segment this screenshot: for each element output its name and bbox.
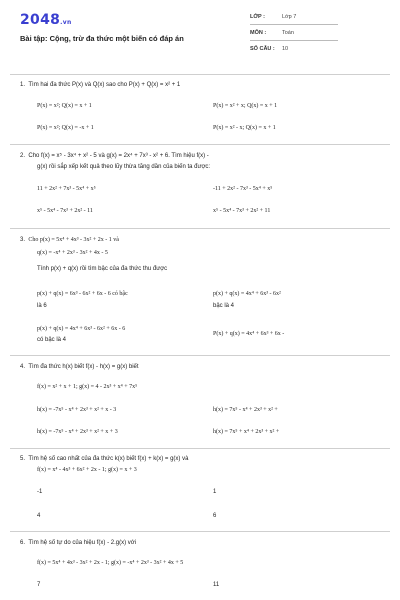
q3-option-a-cont[interactable]: là 6 [37, 303, 47, 309]
question-4: 4. Tìm đa thức h(x) biết f(x) - h(x) = g(x) biết [20, 364, 139, 370]
q3-option-c-cont[interactable]: có bậc là 4 [37, 337, 67, 343]
question-3-line3: Tính p(x) + q(x) rồi tìm bậc của đa thức thu được [37, 266, 168, 272]
q3-option-a[interactable]: p(x) + q(x) = 6x³ - 6x² + 6x - 6 có bậc [37, 291, 128, 297]
page-header [0, 0, 400, 62]
section-divider [10, 531, 390, 532]
q5-option-a[interactable]: -1 [37, 489, 43, 495]
q2-option-b[interactable]: -11 + 2x² - 7x³ - 5x⁴ + x⁵ [213, 186, 273, 192]
q1-option-b[interactable]: P(x) = x² + x; Q(x) = x + 1 [213, 103, 278, 109]
meta-divider [250, 40, 338, 41]
question-3: 3. Cho p(x) = 5x⁴ + 4x³ - 3x² + 2x - 1 và [20, 237, 119, 243]
q5-option-b[interactable]: 1 [213, 489, 217, 495]
section-divider [10, 355, 390, 356]
question-6: 6. Tìm hệ số tự do của hiệu f(x) - 2.g(x) với [20, 540, 137, 546]
q4-option-b[interactable]: h(x) = 7x⁵ - x⁴ + 2x³ + x² + [213, 407, 278, 413]
meta-subject: MÔN : Toán [250, 30, 294, 36]
q3-option-d[interactable]: P(x) + q(x) = 4x⁴ + 6x³ + 6x - [213, 331, 285, 337]
q5-option-c[interactable]: 4 [37, 513, 41, 519]
q6-option-b[interactable]: 11 [213, 582, 220, 588]
meta-grade: LỚP : Lớp 7 [250, 14, 297, 20]
meta-divider [250, 24, 338, 25]
q6-option-a[interactable]: 7 [37, 582, 41, 588]
section-divider [10, 144, 390, 145]
question-1: 1. Tìm hai đa thức P(x) và Q(x) sao cho P(x) + Q(x) = x² + 1 [20, 82, 181, 88]
section-divider [10, 74, 390, 75]
question-5-given: f(x) = x⁴ - 4x³ + 6x² + 2x - 1; g(x) = x + 3 [37, 467, 137, 473]
q1-option-d[interactable]: P(x) = x² - x; Q(x) = x + 1 [213, 125, 276, 131]
q3-option-c[interactable]: p(x) + q(x) = 4x⁴ + 6x³ - 6x² + 6x - 6 [37, 326, 126, 332]
question-2: 2. Cho f(x) = x⁵ - 3x⁴ + x² - 5 và g(x) = 2x⁴ + 7x³ - x² + 6. Tìm hiệu f(x) - [20, 153, 209, 159]
question-3-line2: q(x) = -x⁴ + 2x³ - 3x² + 4x - 5 [37, 250, 108, 256]
section-divider [10, 448, 390, 449]
q2-option-d[interactable]: x⁵ - 5x⁴ - 7x³ + 2x² + 11 [213, 208, 271, 214]
q4-option-c[interactable]: h(x) = -7x⁵ - x⁴ + 2x³ + x² + x + 3 [37, 429, 118, 435]
q4-option-a[interactable]: h(x) = -7x⁵ - x⁴ + 2x³ + x² + x - 3 [37, 407, 117, 413]
q2-option-c[interactable]: x⁵ - 5x⁴ - 7x³ + 2x² - 11 [37, 208, 93, 214]
q3-option-b[interactable]: p(x) + q(x) = 4x⁴ + 6x³ - 6x² [213, 291, 281, 297]
question-4-given: f(x) = x² + x + 1; g(x) = 4 - 2x³ + x⁴ + 7x⁵ [37, 384, 138, 390]
section-divider [10, 228, 390, 229]
question-5: 5. Tìm hệ số cao nhất của đa thức k(x) biết f(x) + k(x) = g(x) và [20, 456, 189, 462]
meta-question-count: SỐ CÂU : 10 [250, 46, 289, 52]
question-2-line2: g(x) rồi sắp xếp kết quả theo lũy thừa tăng dần của biến ta được: [37, 164, 211, 170]
q1-option-c[interactable]: P(x) = x²; Q(x) = -x + 1 [37, 125, 94, 131]
worksheet-title: Bài tập: Cộng, trừ đa thức một biến có đáp án [20, 34, 184, 43]
q2-option-a[interactable]: 11 + 2x² + 7x³ - 5x⁴ + x⁵ [37, 186, 96, 192]
q3-option-b-cont[interactable]: bậc là 4 [213, 303, 235, 309]
question-6-given: f(x) = 5x⁴ + 4x³ - 3x² + 2x - 1; g(x) = -x⁴ + 2x³ - 3x² + 4x + 5 [37, 560, 184, 566]
q4-option-d[interactable]: h(x) = 7x⁵ + x⁴ + 2x³ + x² + [213, 429, 280, 435]
q5-option-d[interactable]: 6 [213, 513, 217, 519]
q1-option-a[interactable]: P(x) = x²; Q(x) = x + 1 [37, 103, 92, 109]
site-logo[interactable]: 2048.vn [20, 12, 72, 28]
